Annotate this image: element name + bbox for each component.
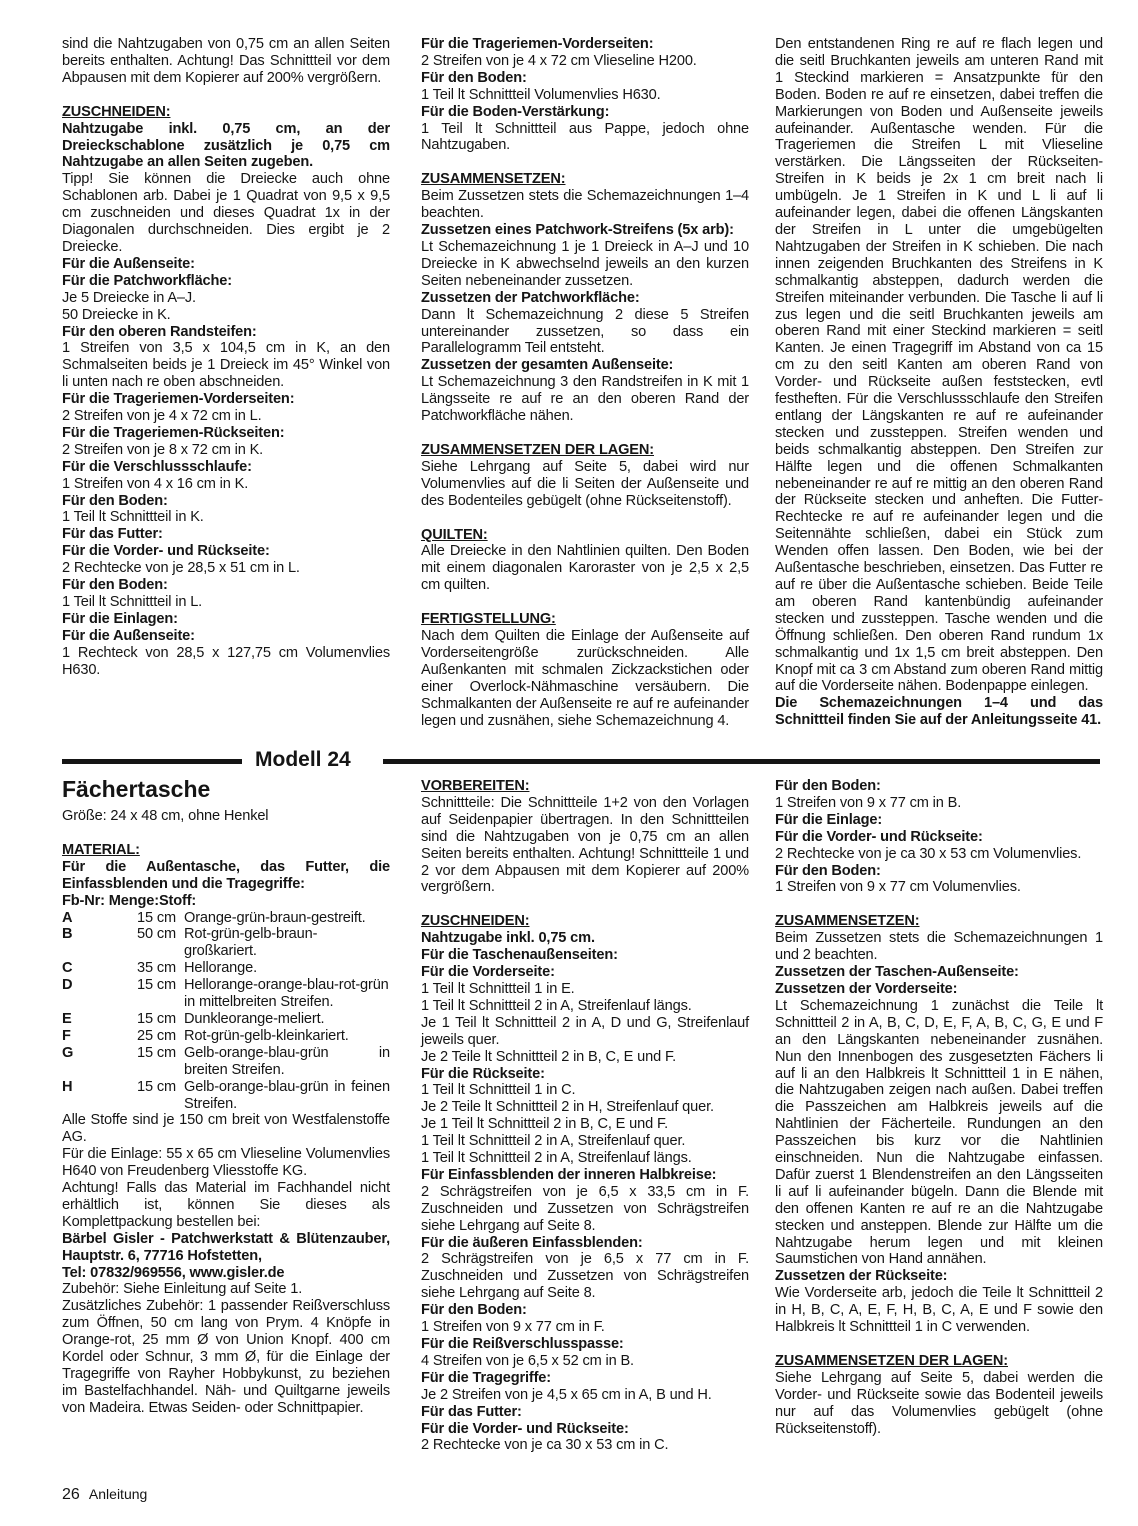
paragraph: Je 1 Teil lt Schnittteil 2 in A, D und G, Streifenlauf jeweils quer.: [421, 1014, 749, 1048]
section-heading: ZUSAMMENSETZEN DER LAGEN:: [421, 441, 654, 458]
paragraph: 1 Rechteck von 28,5 x 127,75 cm Volumenvlies H630.: [62, 644, 390, 678]
top-column-2: [421, 36, 749, 730]
material-fabric: Gelb-orange-blau-grün in breiten Streifen.: [184, 1044, 390, 1078]
subheading: Für den Boden:: [775, 778, 881, 794]
paragraph: Lt Schemazeichnung 3 den Randstreifen in K mit 1 Längsseite re auf re an den oberen Rand der Patchworkfläche nähen.: [421, 374, 749, 425]
paragraph: Lt Schemazeichnung 1 zunächst die Teile lt Schnittteil 2 in A, B, C, D, E, F, A, B, C, G, E und F an den Längskanten nebeneinander zusnähen. Nun den Innenbogen des zusgesetzten Fächers li auf li an den Halbkreis lt Schnittteil 1 in E nähen, die Nahtzugaben zeigen nach außen. Dabei treffen die Passzeichen am Halbkreis jeweils auf die Nahtlinien der Fächerteile. Rundungen an den Passzeichen bis kurz vor die Nahtlinien einschneiden. Nun die Nahtzugabe einfassen. Dafür zuerst 1 Blendenstreifen an den Längsseiten li auf li aufeinander bügeln. Dann die Blende mit den offenen Kanten re auf re an die Nahtzugabe stecken und ansteppen. Blende zur Hälfte um die Nahtzugabe herum legen und mit kleinen Saumstichen von Hand annähen.: [775, 997, 1103, 1268]
subheading: Für den Boden:: [62, 492, 168, 509]
section-heading: ZUSCHNEIDEN:: [421, 913, 530, 930]
material-amount: 15 cm: [137, 909, 176, 926]
subheading: Für den oberen Randsteifen:: [62, 323, 257, 340]
paragraph: Zubehör: Siehe Einleitung auf Seite 1.: [62, 1281, 303, 1298]
subheading: Für die Außenseite:: [62, 627, 195, 644]
paragraph: 2 Rechtecke von je ca 30 x 53 cm in C.: [421, 1437, 669, 1454]
material-row: [62, 977, 390, 1011]
paragraph: Je 1 Teil lt Schnittteil 2 in B, C, E und F.: [421, 1116, 669, 1133]
subheading: Für die Tragegriffe:: [421, 1369, 551, 1386]
subheading: Nahtzugabe inkl. 0,75 cm, an der Dreieckschablone zusätzlich je 0,75 cm Nahtzugabe an allen Seiten zugeben.: [62, 120, 390, 171]
material-fabric: Dunkleorange-meliert.: [184, 1010, 325, 1027]
subheading: Für die Außentasche, das Futter, die Einfassblenden und die Tragegriffe:: [62, 858, 390, 892]
section-heading: ZUSAMMENSETZEN:: [775, 913, 920, 930]
paragraph: Je 2 Streifen von je 4,5 x 65 cm in A, B und H.: [421, 1386, 712, 1403]
section-rule-right: [383, 759, 1100, 764]
material-amount: 35 cm: [137, 960, 176, 977]
paragraph: Beim Zussetzen stets die Schemazeichnungen 1–4 beachten.: [421, 188, 749, 222]
paragraph: Nach dem Quilten die Einlage der Außenseite auf Vorderseitengröße zurückschneiden. Alle Außenkanten mit schmalen Zickzackstichen oder einer Overlock-Nähmaschine versäubern. Die Schmalkanten der Außenseite re auf re aufeinander legen und zusnähen, siehe Schemazeichnung 4.: [421, 628, 749, 729]
paragraph: 1 Streifen von 4 x 16 cm in K.: [62, 475, 249, 492]
paragraph: 1 Teil lt Schnittteil 2 in A, Streifenlauf längs.: [421, 997, 692, 1014]
section-heading: QUILTEN:: [421, 526, 488, 543]
material-code: E: [62, 1010, 72, 1027]
subheading: Für die Vorder- und Rückseite:: [62, 543, 270, 560]
paragraph: 1 Teil lt Schnittteil Volumenvlies H630.: [421, 86, 661, 103]
material-row: [62, 1079, 390, 1113]
paragraph: 2 Schrägstreifen von je 6,5 x 33,5 cm in F. Zuschneiden und Zussetzen von Schrägstreifen siehe Lehrgang auf Seite 8.: [421, 1183, 749, 1234]
subheading: Für die Einlagen:: [62, 610, 178, 627]
paragraph: 2 Rechtecke von je 28,5 x 51 cm in L.: [62, 560, 300, 577]
paragraph: 2 Streifen von je 4 x 72 cm in L.: [62, 408, 262, 425]
paragraph: Wie Vorderseite arb, jedoch die Teile lt Schnittteil 2 in H, B, C, A, E, F, H, B, C, A, E und F sowie den Halbkreis lt Schnittteil 1 in C verwenden.: [775, 1285, 1103, 1336]
material-row: [62, 1045, 390, 1079]
subheading: Für die Trageriemen-Vorderseiten:: [62, 391, 295, 408]
material-row: [62, 910, 390, 927]
paragraph: Dann lt Schemazeichnung 2 diese 5 Streifen untereinander zussetzen, so dass ein Parallelogramm Teil entsteht.: [421, 306, 749, 357]
subheading: Für die äußeren Einfassblenden:: [421, 1234, 643, 1251]
model-number: Modell 24: [255, 748, 351, 771]
subheading: Für das Futter:: [62, 526, 163, 543]
section-heading: VORBEREITEN:: [421, 778, 530, 794]
paragraph: 1 Teil lt Schnittteil in K.: [62, 509, 204, 526]
paragraph: 2 Streifen von je 8 x 72 cm in K.: [62, 441, 264, 458]
material-row: [62, 1028, 390, 1045]
subheading: Für den Boden:: [62, 577, 168, 594]
footer-label: Anleitung: [88, 1486, 148, 1502]
model-title: Fächertasche: [62, 776, 211, 802]
subheading: Für die Reißverschlusspasse:: [421, 1336, 624, 1352]
material-code: D: [62, 977, 73, 994]
bottom-column-1: [62, 808, 390, 1417]
subheading: Für den Boden:: [775, 862, 881, 879]
subheading: Für die Taschenaußenseiten:: [421, 947, 618, 964]
top-column-1: [62, 36, 390, 679]
material-amount: 15 cm: [137, 1010, 176, 1027]
bottom-column-3: [775, 778, 1103, 1438]
paragraph: Größe: 24 x 48 cm, ohne Henkel: [62, 808, 269, 824]
paragraph: Siehe Lehrgang auf Seite 5, dabei werden die Vorder- und Rückseite sowie das Bodenteil jeweils nur auf das Volumenvlies gebügelt (ohne Rückseitenstoff).: [775, 1369, 1103, 1437]
paragraph: 1 Teil lt Schnittteil 1 in E.: [421, 980, 575, 997]
material-code: C: [62, 960, 73, 977]
paragraph: Beim Zussetzen stets die Schemazeichnungen 1 und 2 beachten.: [775, 930, 1103, 964]
subheading: Für die Außenseite:: [62, 255, 195, 272]
paragraph: 1 Teil lt Schnittteil 2 in A, Streifenlauf längs.: [421, 1150, 692, 1167]
subheading: Für die Rückseite:: [421, 1065, 545, 1082]
material-fabric: Orange-grün-braun-gestreift.: [184, 909, 366, 926]
subheading: Zussetzen der Vorderseite:: [775, 980, 958, 997]
paragraph: 1 Teil lt Schnittteil in L.: [62, 594, 203, 610]
subheading: Für die Trageriemen-Rückseiten:: [62, 424, 285, 441]
subheading: Zussetzen der gesamten Außenseite:: [421, 357, 674, 374]
paragraph: 2 Streifen von je 4 x 72 cm Vlieseline H200.: [421, 52, 697, 69]
subheading: Für das Futter:: [421, 1403, 522, 1420]
subheading: Für den Boden:: [421, 69, 527, 86]
material-amount: 50 cm: [137, 926, 176, 943]
paragraph: 2 Rechtecke von je ca 30 x 53 cm Volumenvlies.: [775, 845, 1082, 862]
subheading: Zussetzen der Patchworkfläche:: [421, 289, 640, 306]
page-number: 26: [62, 1486, 80, 1503]
subheading: Tel: 07832/969556, www.gisler.de: [62, 1264, 285, 1281]
subheading: Für die Boden-Verstärkung:: [421, 103, 610, 120]
paragraph: 1 Teil lt Schnittteil aus Pappe, jedoch ohne Nahtzugaben.: [421, 120, 749, 154]
material-row: [62, 1011, 390, 1028]
subheading: Zussetzen eines Patchwork-Streifens (5x arb):: [421, 222, 734, 239]
material-fabric: Rot-grün-gelb-kleinkariert.: [184, 1027, 349, 1044]
material-row: [62, 926, 390, 960]
page-footer: [62, 1486, 147, 1504]
subheading: Für den Boden:: [421, 1302, 527, 1319]
subheading: Für die Verschlussschlaufe:: [62, 458, 252, 475]
paragraph: Tipp! Sie können die Dreiecke auch ohne Schablonen arb. Dabei je 1 Quadrat von 9,5 x 9,5 cm zuschneiden und dieses Quadrat 1x in der Diagonalen durchschneiden. Dies ergibt je 2 Dreiecke.: [62, 171, 390, 255]
material-code: F: [62, 1027, 71, 1044]
top-column-3: [775, 36, 1103, 729]
section-heading: ZUSAMMENSETZEN:: [421, 171, 566, 188]
paragraph: Je 2 Teile lt Schnittteil 2 in H, Streifenlauf quer.: [421, 1099, 714, 1116]
paragraph: Je 5 Dreiecke in A–J.: [62, 289, 196, 306]
material-fabric: Hellorange-orange-blau-rot-grün in mittelbreiten Streifen.: [184, 977, 389, 1011]
section-rule-left: [62, 759, 242, 764]
section-heading: ZUSCHNEIDEN:: [62, 103, 171, 120]
subheading: Für die Patchworkfläche:: [62, 272, 232, 289]
paragraph: 1 Teil lt Schnittteil 1 in C.: [421, 1082, 576, 1099]
material-code: B: [62, 926, 73, 943]
subheading: Nahtzugabe inkl. 0,75 cm.: [421, 930, 595, 947]
paragraph: Siehe Lehrgang auf Seite 5, dabei wird nur Volumenvlies auf die li Seiten der Außenseite und des Bodenteiles gebügelt (ohne Rückseitenstoff).: [421, 458, 749, 509]
subheading: Für die Trageriemen-Vorderseiten:: [421, 36, 654, 52]
material-amount: 15 cm: [137, 1044, 176, 1061]
bottom-column-2: [421, 778, 749, 1454]
material-amount: 15 cm: [137, 1078, 176, 1095]
paragraph: 4 Streifen von je 6,5 x 52 cm in B.: [421, 1352, 634, 1369]
subheading: Für die Vorder- und Rückseite:: [421, 1420, 629, 1437]
material-row: [62, 960, 390, 977]
subheading: Zussetzen der Taschen-Außenseite:: [775, 964, 1019, 981]
paragraph: Alle Stoffe sind je 150 cm breit von Westfalenstoffe AG.: [62, 1112, 390, 1146]
subheading: Fb-Nr: Menge:Stoff:: [62, 892, 197, 909]
material-fabric: Hellorange.: [184, 960, 257, 977]
material-fabric: Gelb-orange-blau-grün in feinen Streifen.: [184, 1078, 390, 1112]
subheading: Für die Einlage:: [775, 811, 883, 828]
paragraph: sind die Nahtzugaben von 0,75 cm an allen Seiten bereits enthalten. Achtung! Das Schnittteil vor dem Abpausen mit dem Kopierer auf 200% vergrößern.: [62, 36, 390, 86]
material-amount: 15 cm: [137, 977, 176, 994]
material-amount: 25 cm: [137, 1027, 176, 1044]
paragraph: Zusätzliches Zubehör: 1 passender Reißverschluss zum Öffnen, 50 cm lang von Prym. 4 Knöpfe in Orange-rot, 25 mm Ø von Union Knopf. 400 cm Kordel oder Schnur, 3 mm Ø, für die Einlage der Tragegriffe von Rayher Hobbykunst, zu beziehen im Bastelfachhandel. Näh- und Quiltgarne jeweils von Madeira. Etwas Seiden- oder Schnittpapier.: [62, 1298, 390, 1416]
subheading: Für Einfassblenden der inneren Halbkreise:: [421, 1166, 717, 1183]
paragraph: 1 Streifen von 9 x 77 cm in B.: [775, 794, 962, 811]
subheading: Bärbel Gisler - Patchwerkstatt & Blütenzauber, Hauptstr. 6, 77716 Hofstetten,: [62, 1230, 390, 1264]
subheading: Die Schemazeichnungen 1–4 und das Schnittteil finden Sie auf der Anleitungsseite 41.: [775, 695, 1103, 729]
paragraph: 1 Streifen von 9 x 77 cm Volumenvlies.: [775, 879, 1021, 896]
section-heading: FERTIGSTELLUNG:: [421, 611, 556, 628]
paragraph: 1 Teil lt Schnittteil 2 in A, Streifenlauf quer.: [421, 1133, 686, 1150]
paragraph: Lt Schemazeichnung 1 je 1 Dreieck in A–J und 10 Dreiecke in K abwechselnd jeweils an den kurzen Seiten nebeneinander zussetzen.: [421, 238, 749, 289]
paragraph: Je 2 Teile lt Schnittteil 2 in B, C, E und F.: [421, 1048, 676, 1065]
material-code: A: [62, 909, 73, 926]
material-code: H: [62, 1078, 73, 1095]
subheading: Für die Vorderseite:: [421, 964, 555, 981]
paragraph: 2 Schrägstreifen von je 6,5 x 77 cm in F. Zuschneiden und Zussetzen von Schrägstreifen siehe Lehrgang auf Seite 8.: [421, 1251, 749, 1302]
paragraph: 1 Streifen von 9 x 77 cm in F.: [421, 1319, 605, 1336]
paragraph: 50 Dreiecke in K.: [62, 306, 171, 323]
section-heading: MATERIAL:: [62, 841, 140, 858]
paragraph: 1 Streifen von 3,5 x 104,5 cm in K, an den Schmalseiten beids je 1 Dreieck im 45° Winkel von li unten nach re oben abschneiden.: [62, 340, 390, 391]
subheading: Zussetzen der Rückseite:: [775, 1268, 948, 1285]
material-code: G: [62, 1044, 74, 1061]
paragraph: Den entstandenen Ring re auf re flach legen und die seitl Bruchkanten jeweils am unteren Rand mit 1 Steckind markieren = Ansatzpunkte für den Boden. Boden re auf re einsetzen, dabei treffen die Markierungen von Boden und Außenseite jeweils aufeinander. Außentasche wenden. Für die Trageriemen die Streifen L mit Vlieseline verstärken. Die Längsseiten der Rückseiten-Streifen in K beids je 2x 1 cm breit nach li umbügeln. Je 1 Streifen in K und L li auf li aufeinander legen, dabei die offenen Längskanten der Streifen in L unter die umgebügelten Nahtzugaben der Streifen in K schieben. Die nach innen zeigenden Bruchkanten des Streifens in K schmalkantig absteppen, dadurch werden die Streifen miteinander verbunden. Die Tasche li auf li zus legen und die seitl Bruchkanten jeweils am oberen Rand mit einer Steckind markieren = seitl Kanten. Je einen Tragegriff im Abstand von ca 15 cm zu den seitl Kanten am oberen Rand von Vorder- und Rückseite außen feststecken, evtl festheften. Für die Verschlussschlaufe den Streifen entlang der Längskanten re auf re aufeinander stecken und zussteppen. Streifen wenden und beids schmalkantig absteppen. Den Streifen zur Hälfte legen und die offenen Schmalkanten nebeneinander re auf re mittig an den oberen Rand der Rückseite stecken und anheften. Die Futter-Rechtecke re auf re aufeinander legen und die Seitennähte schließen, dabei ein Stück zum Wenden offen lassen. Den Boden, wie bei der Außentasche beschrieben, einsetzen. Das Futter re auf re über die Außentasche schieben. Beide Teile am oberen Rand kantenbündig aufeinander stecken und zussteppen. Tasche wenden und die Öffnung schließen. Den oberen Rand rundum 1x schmalkantig und 1x 1,5 cm breit absteppen. Den Knopf mit ca 3 cm Abstand zum oberen Rand mittig auf die Vorderseite nähen. Bodenpappe einlegen.: [775, 36, 1103, 695]
paragraph: Schnittteile: Die Schnittteile 1+2 von den Vorlagen auf Seidenpapier übertragen. In den Schnittteilen sind die Nahtzugaben von je 0,75 cm an allen Seiten bereits enthalten. Achtung! Schnittteile 1 und 2 vor dem Abpausen mit dem Kopierer auf 200% vergrößern.: [421, 794, 749, 896]
paragraph: Für die Einlage: 55 x 65 cm Vlieseline Volumenvlies H640 von Freudenberg Vliesstoffe KG.: [62, 1146, 390, 1180]
subheading: Für die Vorder- und Rückseite:: [775, 828, 983, 845]
material-fabric: Rot-grün-gelb-braun-großkariert.: [184, 926, 318, 960]
section-heading: ZUSAMMENSETZEN DER LAGEN:: [775, 1353, 1008, 1369]
paragraph: Achtung! Falls das Material im Fachhandel nicht erhältlich ist, können Sie dieses als Komplettpackung bestellen bei:: [62, 1180, 390, 1230]
paragraph: Alle Dreiecke in den Nahtlinien quilten. Den Boden mit einem diagonalen Karoraster von je 2,5 x 2,5 cm quilten.: [421, 543, 749, 594]
